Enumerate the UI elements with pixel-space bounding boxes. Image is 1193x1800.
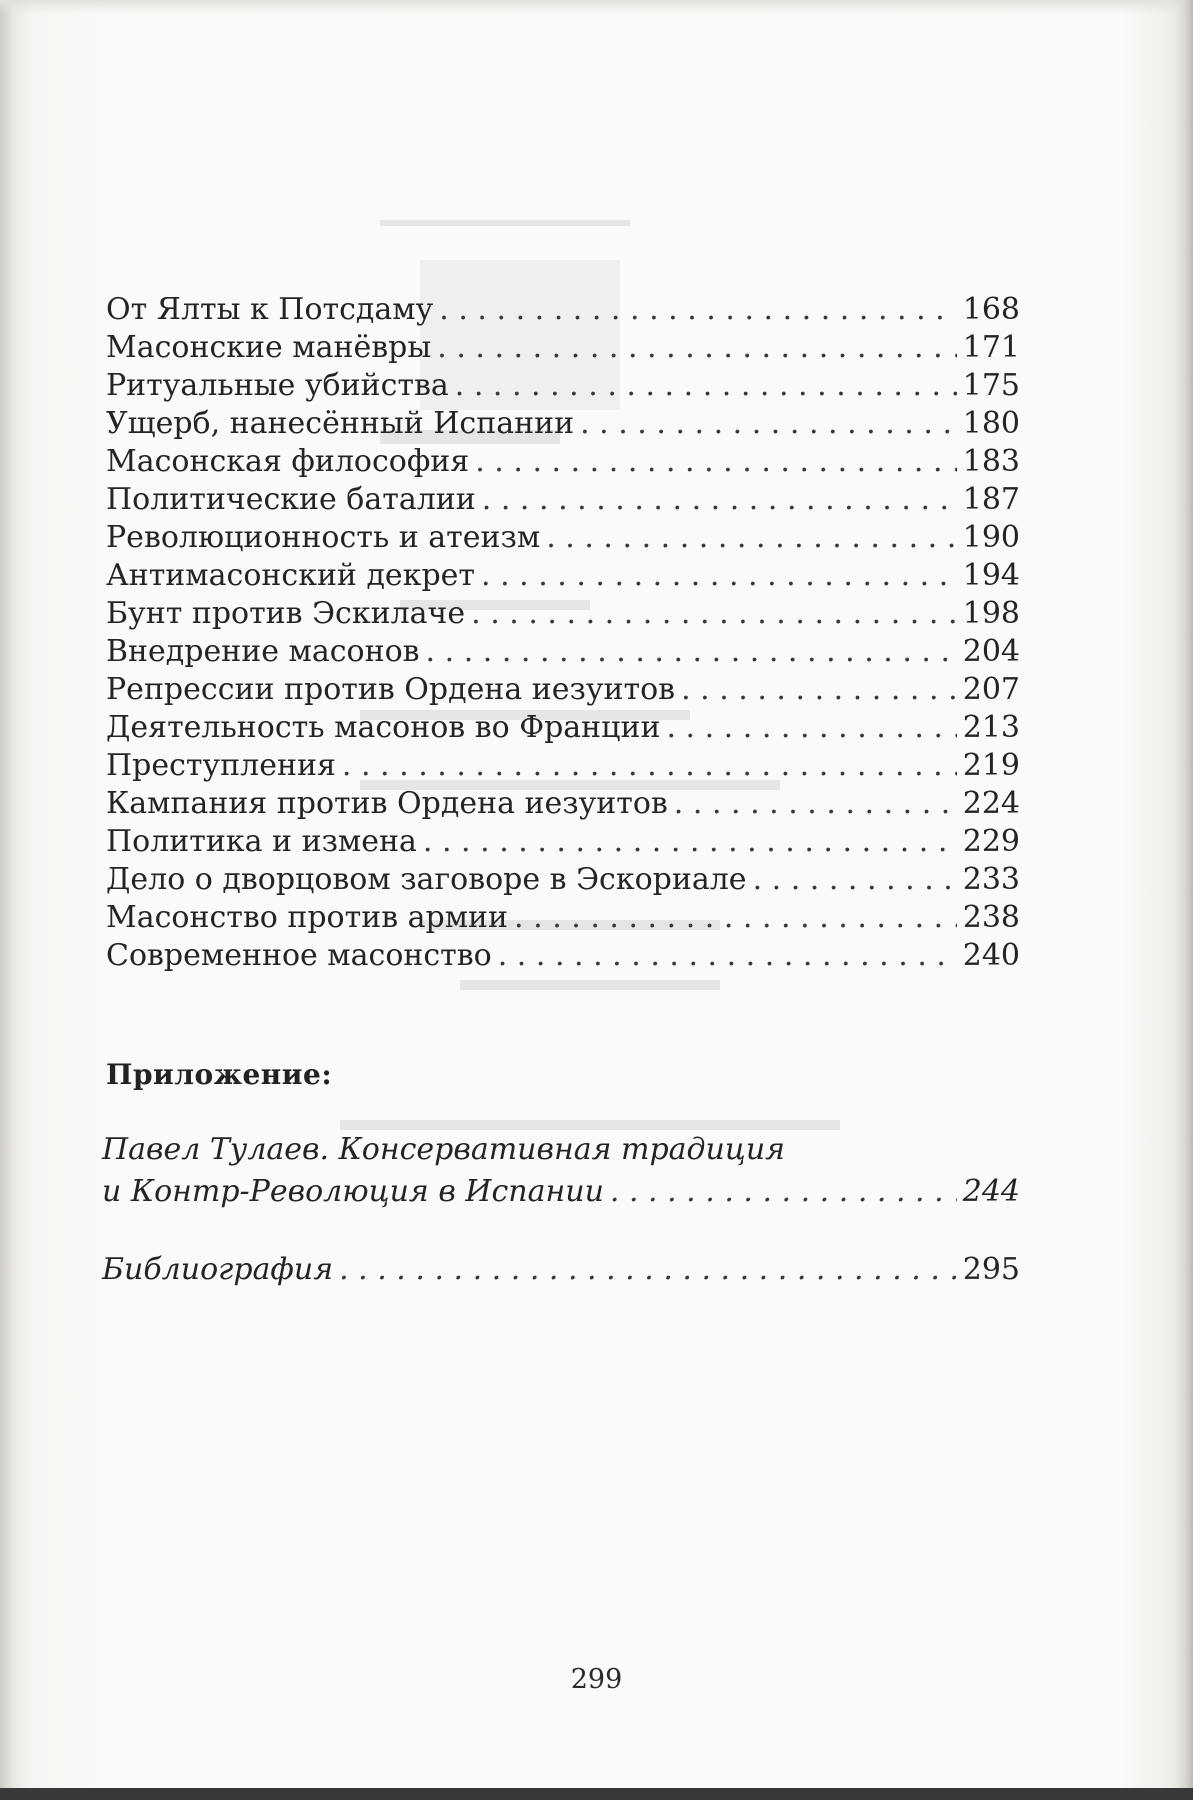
toc-entry (106, 558, 1020, 596)
dot-leader (753, 862, 957, 897)
toc-entry (106, 672, 1020, 710)
page-top-shadow (0, 0, 1193, 14)
dot-leader (610, 1174, 957, 1209)
toc-entry (106, 596, 1020, 634)
toc-entry (106, 406, 1020, 444)
toc-entry-page: 229 (962, 824, 1020, 859)
toc-entry-page: 238 (962, 900, 1020, 935)
toc-entry (106, 786, 1020, 824)
toc-entry-page: 207 (962, 672, 1020, 707)
toc-entry-title: Ущерб, нанесённый Испании (106, 406, 575, 441)
toc-entry (106, 292, 1020, 330)
dot-leader (426, 634, 957, 669)
toc-entry (106, 900, 1020, 938)
table-of-contents (106, 292, 1020, 976)
dot-leader (439, 292, 956, 327)
appendix-page-number: 244 (962, 1174, 1020, 1209)
toc-entry (106, 330, 1020, 368)
page-right-edge (1175, 0, 1193, 1788)
dot-leader (471, 596, 957, 631)
appendix-entry (102, 1132, 1020, 1216)
toc-entry (106, 824, 1020, 862)
toc-entry-page: 180 (962, 406, 1020, 441)
appendix-heading: Приложение: (106, 1058, 333, 1091)
toc-entry-page: 175 (962, 368, 1020, 403)
dot-leader (475, 444, 957, 479)
toc-entry-title: От Ялты к Потсдаму (106, 292, 434, 327)
toc-entry (106, 444, 1020, 482)
toc-entry-page: 194 (962, 558, 1020, 593)
toc-entry (106, 710, 1020, 748)
dot-leader (498, 938, 957, 973)
dot-leader (423, 824, 957, 859)
toc-entry-title: Революционность и атеизм (106, 520, 541, 555)
page-number: 299 (570, 1664, 623, 1695)
toc-entry (106, 634, 1020, 672)
appendix-line-2-text: и Контр-Революция в Испании (102, 1174, 604, 1209)
toc-entry-page: 171 (962, 330, 1020, 365)
toc-entry-page: 190 (962, 520, 1020, 555)
dot-leader (681, 672, 957, 707)
toc-entry-title: Кампания против Ордена иезуитов (106, 786, 668, 821)
bibliography-entry (102, 1252, 1020, 1287)
toc-entry-title: Политика и измена (106, 824, 417, 859)
toc-entry-title: Масонская философия (106, 444, 470, 479)
toc-entry-title: Масонство против армии (106, 900, 509, 935)
scan-bottom-border (0, 1788, 1193, 1800)
toc-entry (106, 862, 1020, 900)
dot-leader (342, 748, 957, 783)
toc-entry-page: 187 (962, 482, 1020, 517)
dot-leader (481, 558, 957, 593)
toc-entry (106, 748, 1020, 786)
toc-entry-page: 219 (962, 748, 1020, 783)
dot-leader (580, 406, 957, 441)
appendix-line-2 (102, 1174, 1020, 1216)
toc-entry-title: Репрессии против Ордена иезуитов (106, 672, 676, 707)
toc-entry-page: 233 (962, 862, 1020, 897)
toc-entry-title: Политические баталии (106, 482, 476, 517)
toc-entry-page: 183 (962, 444, 1020, 479)
toc-entry-title: Масонские манёвры (106, 330, 432, 365)
toc-entry-page: 198 (962, 596, 1020, 631)
toc-entry-title: Преступления (106, 748, 336, 783)
dot-leader (339, 1252, 957, 1287)
toc-entry-page: 213 (962, 710, 1020, 745)
dot-leader (546, 520, 957, 555)
toc-entry-page: 224 (962, 786, 1020, 821)
toc-entry-title: Внедрение масонов (106, 634, 420, 669)
dot-leader (482, 482, 957, 517)
bibliography-page-number: 295 (962, 1252, 1020, 1287)
toc-entry (106, 938, 1020, 976)
toc-entry-page: 168 (962, 292, 1020, 327)
toc-entry (106, 368, 1020, 406)
toc-entry-page: 204 (962, 634, 1020, 669)
toc-entry-title: Ритуальные убийства (106, 368, 449, 403)
dot-leader (437, 330, 956, 365)
dot-leader (514, 900, 957, 935)
dot-leader (455, 368, 957, 403)
toc-entry-title: Современное масонство (106, 938, 492, 973)
dot-leader (674, 786, 957, 821)
toc-entry-title: Деятельность масонов во Франции (106, 710, 661, 745)
toc-entry (106, 520, 1020, 558)
toc-entry-title: Антимасонский декрет (106, 558, 475, 593)
appendix-line-1: Павел Тулаев. Консервативная традиция (102, 1132, 785, 1167)
dot-leader (666, 710, 956, 745)
toc-entry (106, 482, 1020, 520)
toc-entry-page: 240 (962, 938, 1020, 973)
bibliography-title: Библиография (102, 1252, 334, 1287)
toc-entry-title: Бунт против Эскилаче (106, 596, 466, 631)
toc-entry-title: Дело о дворцовом заговоре в Эскориале (106, 862, 747, 897)
